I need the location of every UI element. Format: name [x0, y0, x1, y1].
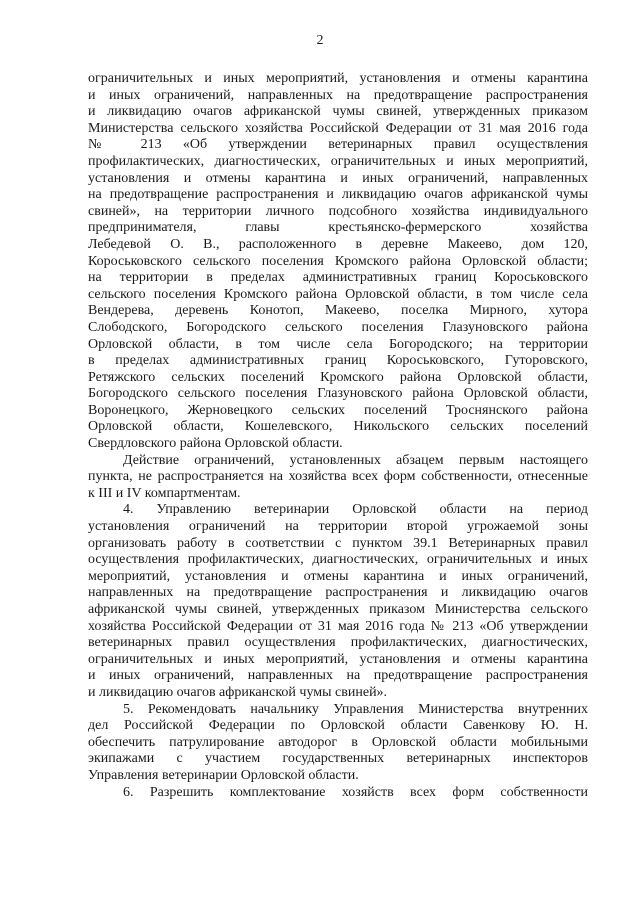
text-line: мероприятий, установления и отмены карантина и иных ограничений,: [88, 568, 588, 584]
text-line: на предотвращение распространения и ликвидацию очагов африканской чумы: [88, 187, 588, 203]
text-line: Воронецкого, Жерновецкого сельских поселений Троснянского района: [88, 402, 588, 418]
text-line: Министерства сельского хозяйства Российской Федерации от 31 мая 2016 года: [88, 120, 588, 136]
text-line: предпринимателя, главы крестьянско-фермерского хозяйства: [88, 220, 588, 236]
paragraph-restriction-exemption: [88, 453, 588, 503]
text-line: африканской чумы свиней, утвержденных приказом Министерства сельского: [88, 602, 588, 617]
text-line: и иных ограничений, направленных на предотвращение распространения: [88, 87, 588, 103]
text-line: профилактических, диагностических, ограничительных и иных мероприятий,: [88, 153, 588, 169]
page-number: 2: [316, 33, 324, 48]
text-line: установления и отмены карантина и иных ограничений, направленных: [88, 170, 588, 186]
text-line: Свердловского района Орловской области.: [88, 436, 343, 452]
text-line: Ретяжского сельских поселений Кромского района Орловской области,: [88, 369, 588, 385]
text-line: ограничительных и иных мероприятий, установления и отмены карантина: [88, 651, 588, 667]
text-line: свиней», на территории личного подсобного хозяйства индивидуального: [88, 203, 588, 219]
text-line: и иных ограничений, направленных на предотвращение распространения: [88, 668, 588, 684]
text-line: Действие ограничений, установленных абзацем первым настоящего: [123, 452, 588, 468]
text-line: Лебедевой О. В., расположенного в деревне Макеево, дом 120,: [88, 236, 588, 252]
text-line: Управления ветеринарии Орловской области.: [88, 767, 359, 783]
text-line: к III и IV компартментам.: [88, 485, 241, 501]
text-line: ограничительных и иных мероприятий, установления и отмены карантина: [88, 71, 588, 86]
text-line: ветеринарных правил осуществления профилактических, диагностических,: [88, 635, 588, 651]
document-body: [88, 71, 588, 801]
paragraph-item-5: [88, 702, 588, 785]
text-line: и ликвидацию очагов африканской чумы свиней».: [88, 684, 388, 700]
text-line: и ликвидацию очагов африканской чумы свиней, утвержденных приказом: [88, 104, 588, 120]
text-line: организовать работу в соответствии с пунктом 39.1 Ветеринарных правил: [88, 535, 588, 551]
text-line: дел Российской Федерации по Орловской области Савенкову Ю. Н.: [88, 718, 588, 734]
text-line: 4. Управлению ветеринарии Орловской области на период: [123, 502, 588, 518]
text-line: сельского поселения Кромского района Орловской области, в том числе села: [88, 286, 588, 302]
text-line: осуществления профилактических, диагностических, ограничительных и иных: [88, 552, 588, 568]
text-line: 5. Рекомендовать начальнику Управления Министерства внутренних: [123, 701, 588, 717]
text-line: в пределах административных границ Короськовского, Гуторовского,: [88, 353, 588, 369]
text-line: установления ограничений на территории второй угрожаемой зоны: [88, 519, 588, 535]
text-line: № 213 «Об утверждении ветеринарных правил осуществления: [88, 137, 588, 153]
paragraph-item-4: [88, 502, 588, 701]
text-line: хозяйства Российской Федерации от 31 мая 2016 года № 213 «Об утверждении: [88, 618, 588, 634]
paragraph-item-6: [88, 785, 588, 802]
text-line: обеспечить патрулирование автодорог в Орловской области мобильными: [88, 734, 588, 750]
text-line: Вендерева, деревень Конотоп, Макеево, поселка Мирного, хутора: [88, 303, 588, 319]
text-line: 6. Разрешить комплектование хозяйств всех форм собственности: [123, 784, 588, 800]
text-line: Короськовского сельского поселения Кромского района Орловской области;: [88, 253, 588, 269]
text-line: Слободского, Богородского сельского поселения Глазуновского района: [88, 319, 588, 335]
text-line: Орловской области, Кошелевского, Никольского сельских поселений: [88, 419, 588, 435]
paragraph-quarantine-territory: [88, 71, 588, 453]
text-line: на территории в пределах административных границ Короськовского: [88, 270, 588, 286]
text-line: Орловской области, в том числе села Богородского; на территории: [88, 336, 588, 352]
text-line: Богородского сельского поселения Глазуновского района Орловской области,: [88, 386, 588, 402]
text-line: экипажами с участием государственных ветеринарных инспекторов: [88, 751, 588, 767]
text-line: направленных на предотвращение распространения и ликвидацию очагов: [88, 585, 588, 601]
text-line: пункта, не распространяется на хозяйства всех форм собственности, отнесенные: [88, 469, 588, 485]
